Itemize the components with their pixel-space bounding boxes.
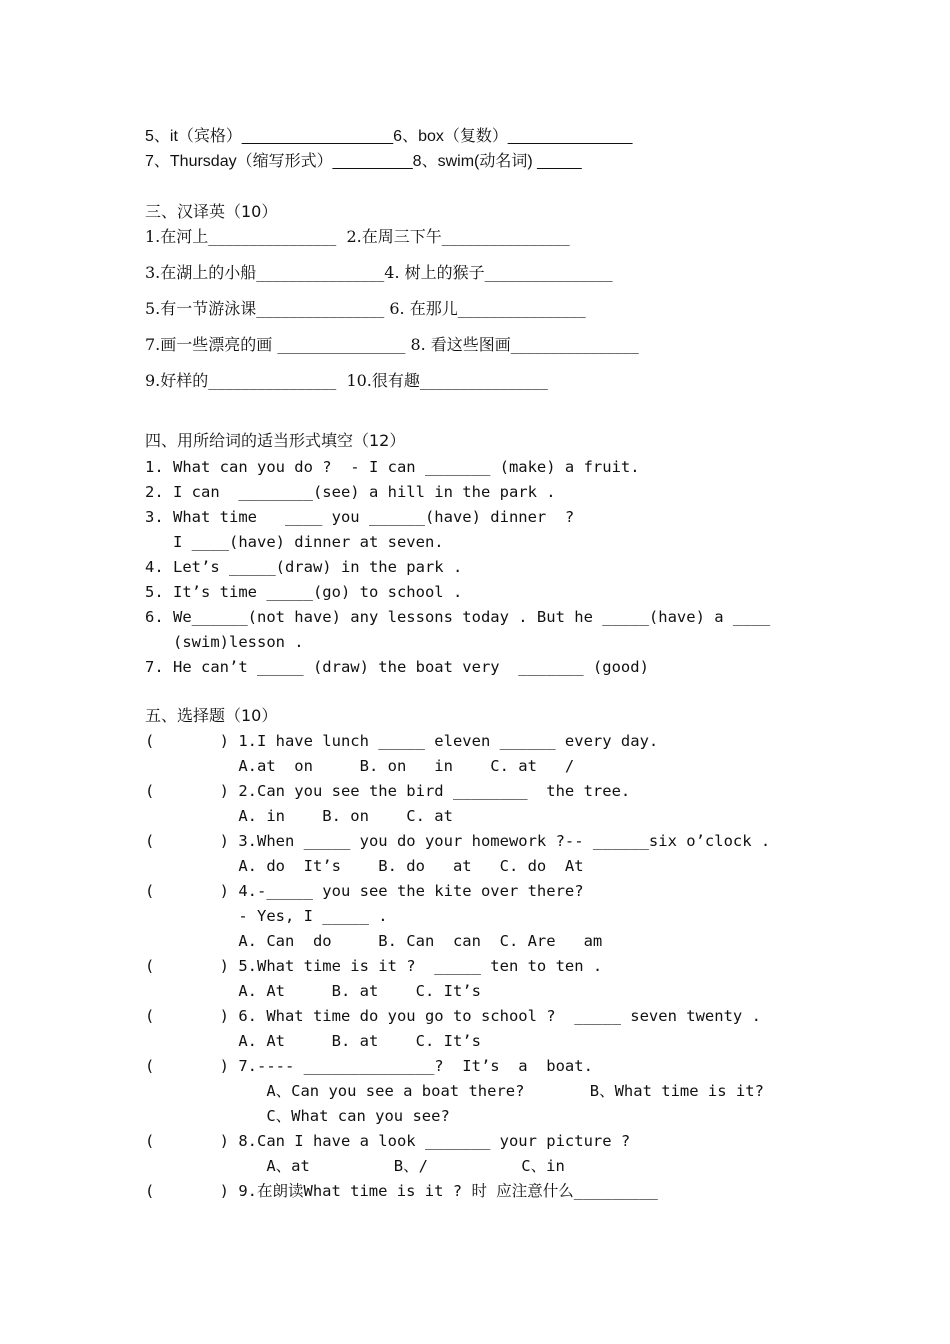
part5-line: - Yes, I _____ . (145, 907, 388, 925)
part5-line: ( ) 8.Can I have a look _______ your picture ? (145, 1132, 631, 1150)
part3-heading: 三、汉译英（10） (145, 202, 278, 221)
part3-row-2: 3.在湖上的小船________________4. 树上的猴子________________ (145, 263, 613, 282)
part4-line: 2. I can ________(see) a hill in the park . (145, 483, 556, 501)
part4-line: 7. He can’t _____ (draw) the boat very _______ (good) (145, 658, 649, 676)
part5-line: A、Can you see a boat there? B、What time is it? (145, 1082, 764, 1100)
part5-line: ( ) 1.I have lunch _____ eleven ______ every day. (145, 732, 659, 750)
part5-line: C、What can you see? (145, 1107, 450, 1125)
part4-line: (swim)lesson . (145, 633, 304, 651)
part5-line: A. in B. on C. at (145, 807, 453, 825)
part4-line: 4. Let’s _____(draw) in the park . (145, 558, 463, 576)
part3-row-4: 7.画一些漂亮的画 ________________ 8. 看这些图画________________ (145, 335, 639, 354)
part4-line: 5. It’s time _____(go) to school . (145, 583, 463, 601)
part3-row-3: 5.有一节游泳课________________ 6. 在那儿________________ (145, 299, 586, 318)
part5-line: A. do It’s B. do at C. do At (145, 857, 584, 875)
part5-line: A. Can do B. Can can C. Are am (145, 932, 603, 950)
part5-line: ( ) 3.When _____ you do your homework ?-- ______six o’clock . (145, 832, 771, 850)
part5-line: ( ) 2.Can you see the bird ________ the tree. (145, 782, 631, 800)
part3-row-5: 9.好样的________________ 10.很有趣________________ (145, 371, 548, 390)
part3-row-1: 1.在河上________________ 2.在周三下午________________ (145, 227, 570, 246)
part5-line: A.at on B. on in C. at / (145, 757, 575, 775)
part5-line: A、at B、/ C、in (145, 1157, 565, 1175)
part5-line: ( ) 5.What time is it ? _____ ten to ten . (145, 957, 603, 975)
part5-line: ( ) 9.在朗读What time is it ? 时 应注意什么_________ (145, 1182, 658, 1200)
part4-heading: 四、用所给词的适当形式填空（12） (145, 431, 406, 450)
part5-line: ( ) 6. What time do you go to school ? _____ seven twenty . (145, 1007, 761, 1025)
part5-line: A. At B. at C. It’s (145, 982, 481, 1000)
part2-line-5-6: 5、it（宾格）_________________6、box（复数）______________ (145, 128, 633, 145)
part5-line: ( ) 7.---- ______________? It’s a boat. (145, 1057, 593, 1075)
part4-line: 6. We______(not have) any lessons today . But he _____(have) a ____ (145, 608, 771, 626)
part4-line: 1. What can you do ? - I can _______ (make) a fruit. (145, 458, 640, 476)
part5-heading: 五、选择题（10） (145, 706, 278, 725)
part4-line: 3. What time ____ you ______(have) dinner ? (145, 508, 575, 526)
part5-line: A. At B. at C. It’s (145, 1032, 481, 1050)
part2-line-7-8: 7、Thursday（缩写形式）_________8、swim(动名词) _____ (145, 153, 582, 170)
part5-line: ( ) 4.-_____ you see the kite over there? (145, 882, 584, 900)
part4-line: I ____(have) dinner at seven. (145, 533, 444, 551)
